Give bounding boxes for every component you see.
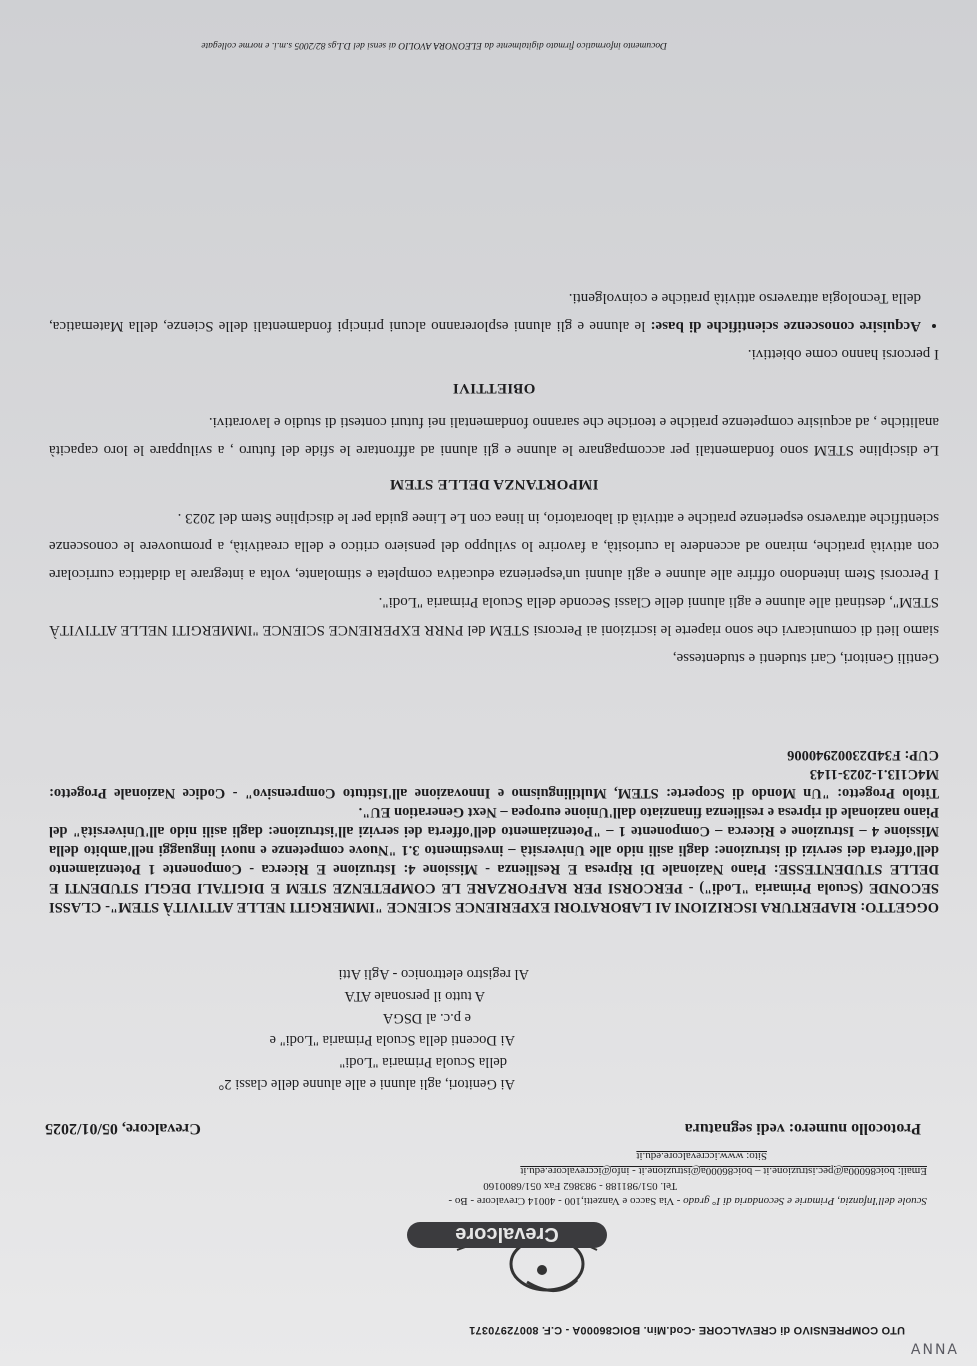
protocol-number: Protocollo numero: vedi segnatura — [684, 1120, 921, 1137]
site-link[interactable]: Sito: www.iccrevalcore.edu.it — [636, 1150, 767, 1162]
email-link[interactable]: Email: boic86000a@pec.istruzione.it – boic86000a@istruzione.it - info@iccrevalcore.edu.it — [520, 1165, 927, 1177]
paragraph-stem-paths: I Percorsi Stem intendono offrire alle alunne e agli alunni un'esperienza educativa completa e stimolante, volta a integrare la didattica curricolare con attività pratiche, mirano ad accendere la curiosità, a favorire lo sviluppo del pensiero critico e della creatività, a promuovere le conoscenze scientifiche attraverso esperienze pratiche e attività di laboratorio, in linea con Le Linee guida per le discipline Stem del 2023 . — [49, 510, 939, 582]
paragraph-importance: Le discipline STEM sono fondamentali per accompagnare le alunne e gli alunni ad affrontare le sfide del futuro , a sviluppare le loro capacità analitiche , ad acquisire competenze pratiche e teoriche che saranno fondamentali nei futuri contesti di studio e lavorativi. — [49, 414, 939, 458]
recipients-block — [218, 963, 529, 1095]
subject-block — [49, 745, 939, 916]
logo-graphic — [387, 1218, 637, 1310]
cup-code: CUP: F34D23002940006 — [787, 747, 939, 763]
recipient-line: e p.c. al DSGA — [382, 1010, 471, 1026]
logo-text: Crevalcore — [455, 1223, 559, 1245]
list-item: • Acquisire conoscenze scientifiche di base: le alunne e gli alunni esploreranno alcuni principi fondamentali delle Scienze, della Matematica, della Tecnologia attraverso attività pratiche e coinvolgenti. — [49, 284, 921, 340]
phone: Tel. 051/981188 - 983862 Fax 051/6800160 — [483, 1180, 677, 1192]
recipient-line: Ai Docenti della Scuola Primaria "Lodi" e — [269, 1032, 515, 1048]
place-date: Crevalcore, 05/01/2025 — [45, 1120, 201, 1137]
paragraph-objectives: I percorsi hanno come obiettivi. — [747, 346, 939, 362]
heading-importance: IMPORTANZA DELLE STEM — [389, 476, 599, 492]
handwritten-note: ANNA — [910, 1342, 959, 1358]
heading-objectives: OBIETTIVI — [452, 380, 536, 396]
recipient-line: Ai Genitori, agli alunni e alle alunne delle classi 2° — [218, 1076, 515, 1092]
intro-paragraph: siamo lieti di comunicarvi che sono riaperte le iscrizioni ai Percorsi STEM del PNRR EXPERIENCE SCIENCE "IMMERGITI NELLE ATTIVITÀ STEM", destinati alle alunne e agli alunni delle Classi Seconde della Scuola Primaria "Lodi". — [49, 594, 939, 638]
schools-line: Scuole dell'Infanzia, Primarie e Secondaria di I° grado - Via Sacco e Vanzetti,100 - 40014 Crevalcore - Bo - — [448, 1195, 927, 1207]
subject-text: RIAPERTURA ISCRIZIONI AI LABORATORI EXPERIENCE SCIENCE "IMMERGITI NELLE ATTIVITÀ STEM"- CLASSI SECONDE (Scuola Primaria "Lodi") - PERCORSI PER RAFFORZARE LE COMPETENZE STEM E DIGITALI DEGLI STUDENTI E DELLE STUDENTESSE: Piano Nazionale Di Ripresa E Resilienza - Missione 4: Istruzione E Ricerca - Componente 1 Potenziamento dell'offerta dei servizi di istruzione: dagli asili nido alle Università – investimento 3.1 "Nuove competenze e nuovi linguaggi nell'ambito della Missione 4 – Istruzione e Ricerca – Componente 1 – "Potenziamento dell'offerta dei servizi all'istruzione: dagli asili nido all'Università" del Piano nazionale di ripresa e resilienza finanziato dall'Unione europea – Next Generation EU". — [49, 804, 939, 915]
subject-label: OGGETTO: — [860, 899, 939, 915]
address: - Via Sacco e Vanzetti,100 - 40014 Crevalcore - Bo - — [448, 1195, 681, 1207]
greeting: Gentili Genitori, Cari studenti e studentesse, — [672, 650, 939, 666]
school-logo — [387, 1218, 637, 1310]
school-contacts — [327, 1148, 927, 1208]
digital-signature-note: Documento informatico firmato digitalmente da ELEONORA AVOLIO ai sensi del D.Lgs 82/2005 s.m.i. e norme collegate — [201, 40, 667, 50]
institute-header: UTO COMPRENSIVO di CREVALCORE -Cod.Min. BOIC86000A - C.F. 80072970371 — [469, 1324, 905, 1336]
recipient-line: A tutto il personale ATA — [344, 988, 485, 1004]
objectives-list — [49, 284, 939, 340]
project-title: Titolo Progetto: "Un Mondo di Scoperte: STEM, Multilinguismo e Innovazione all'Istituto Comprensivo" - Codice Nazionale Progetto: M4C1I3.1-2023-1143 — [49, 766, 939, 801]
recipient-line: della Scuola Primaria "Lodi" — [339, 1054, 507, 1070]
letter-body — [49, 284, 939, 672]
recipient-line: Al registro elettronico - Agli Atti — [338, 966, 529, 982]
